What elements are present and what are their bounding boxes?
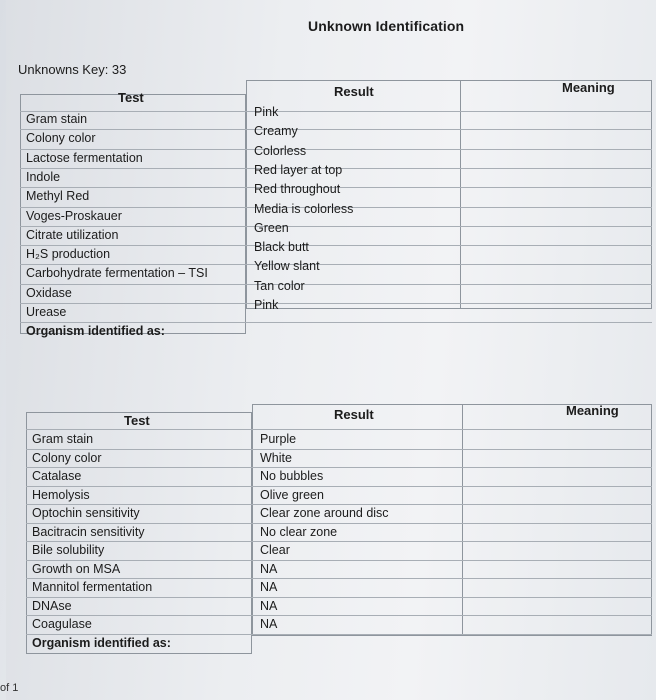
test-name-cell: Growth on MSA bbox=[32, 561, 121, 576]
test-name-cell: Gram stain bbox=[32, 432, 94, 446]
result-meaning-box bbox=[252, 404, 652, 636]
organism-identified-label: Organism identified as: bbox=[26, 324, 165, 339]
result-value-cell: Red throughout bbox=[254, 182, 341, 197]
result-value-cell: Red layer at top bbox=[254, 162, 343, 177]
row-divider bbox=[26, 486, 652, 487]
test-name-cell: Gram stain bbox=[26, 112, 88, 126]
result-header: Result bbox=[334, 407, 374, 422]
test-name-cell: Bacitracin sensitivity bbox=[32, 524, 145, 539]
result-value-cell: Pink bbox=[254, 105, 279, 119]
test-name-cell: Indole bbox=[26, 169, 61, 184]
row-divider bbox=[26, 449, 652, 450]
row-divider bbox=[20, 226, 652, 227]
row-divider bbox=[26, 560, 652, 561]
result-value-cell: NA bbox=[260, 617, 278, 631]
result-value-cell: Clear zone around disc bbox=[260, 506, 389, 520]
row-divider bbox=[20, 149, 652, 150]
row-divider bbox=[26, 523, 652, 524]
result-value-cell: Olive green bbox=[260, 487, 324, 502]
row-divider bbox=[26, 541, 652, 542]
meaning-divider bbox=[462, 404, 463, 636]
meaning-header: Meaning bbox=[566, 403, 619, 418]
result-value-cell: Purple bbox=[260, 432, 297, 446]
result-value-cell: NA bbox=[260, 580, 278, 594]
row-divider bbox=[26, 504, 652, 505]
result-value-cell: NA bbox=[260, 598, 278, 613]
test-name-cell: Bile solubility bbox=[32, 543, 105, 557]
result-value-cell: Media is colorless bbox=[254, 201, 354, 216]
result-value-cell: Tan color bbox=[254, 278, 305, 293]
test-name-cell: Urease bbox=[26, 305, 67, 319]
row-divider bbox=[26, 597, 652, 598]
result-value-cell: No bubbles bbox=[260, 469, 324, 483]
test-name-cell: Hemolysis bbox=[32, 487, 90, 502]
test-name-cell: Catalase bbox=[32, 469, 82, 483]
test-name-cell: Coagulase bbox=[32, 617, 92, 631]
header-underline bbox=[26, 429, 652, 430]
result-value-cell: Yellow slant bbox=[254, 259, 320, 274]
page-title: Unknown Identification bbox=[308, 18, 465, 34]
row-divider bbox=[20, 284, 652, 285]
meaning-header: Meaning bbox=[562, 80, 615, 95]
test-name-cell: Oxidase bbox=[26, 285, 72, 300]
result-value-cell: Black butt bbox=[254, 240, 309, 255]
test-name-cell: Optochin sensitivity bbox=[32, 506, 140, 520]
test-name-cell: Citrate utilization bbox=[26, 227, 119, 242]
test-name-cell: Colony color bbox=[26, 131, 96, 146]
result-value-cell: Colorless bbox=[254, 143, 307, 158]
result-value-cell: Creamy bbox=[254, 124, 298, 139]
result-value-cell: NA bbox=[260, 561, 278, 576]
test-name-cell: Mannitol fermentation bbox=[32, 580, 153, 594]
result-value-cell: No clear zone bbox=[260, 524, 338, 539]
row-divider bbox=[26, 467, 652, 468]
row-divider bbox=[26, 578, 652, 579]
test-name-cell: Colony color bbox=[32, 450, 102, 465]
unknowns-key-label: Unknowns Key: 33 bbox=[18, 62, 127, 77]
page-number: of 1 bbox=[0, 682, 19, 694]
meaning-divider bbox=[460, 80, 461, 309]
test-name-cell: H₂S production bbox=[26, 247, 111, 262]
row-divider bbox=[20, 322, 652, 323]
result-value-cell: Clear bbox=[260, 543, 290, 557]
header-underline bbox=[20, 111, 652, 112]
result-value-cell: Pink bbox=[254, 298, 279, 312]
test-name-cell: Methyl Red bbox=[26, 189, 90, 204]
test-header: Test bbox=[124, 413, 150, 428]
test-header: Test bbox=[118, 90, 144, 105]
test-name-cell: DNAse bbox=[32, 598, 72, 613]
row-divider bbox=[20, 303, 652, 304]
result-value-cell: White bbox=[260, 450, 292, 465]
test-name-cell: Carbohydrate fermentation – TSI bbox=[26, 266, 208, 281]
row-divider bbox=[20, 129, 652, 130]
result-value-cell: Green bbox=[254, 220, 289, 235]
organism-identified-label: Organism identified as: bbox=[32, 635, 171, 650]
row-divider bbox=[20, 264, 652, 265]
row-divider bbox=[20, 245, 652, 246]
result-header: Result bbox=[334, 84, 374, 99]
test-name-cell: Lactose fermentation bbox=[26, 150, 143, 165]
row-divider bbox=[26, 634, 652, 635]
row-divider bbox=[26, 615, 652, 616]
test-name-cell: Voges-Proskauer bbox=[26, 208, 122, 223]
